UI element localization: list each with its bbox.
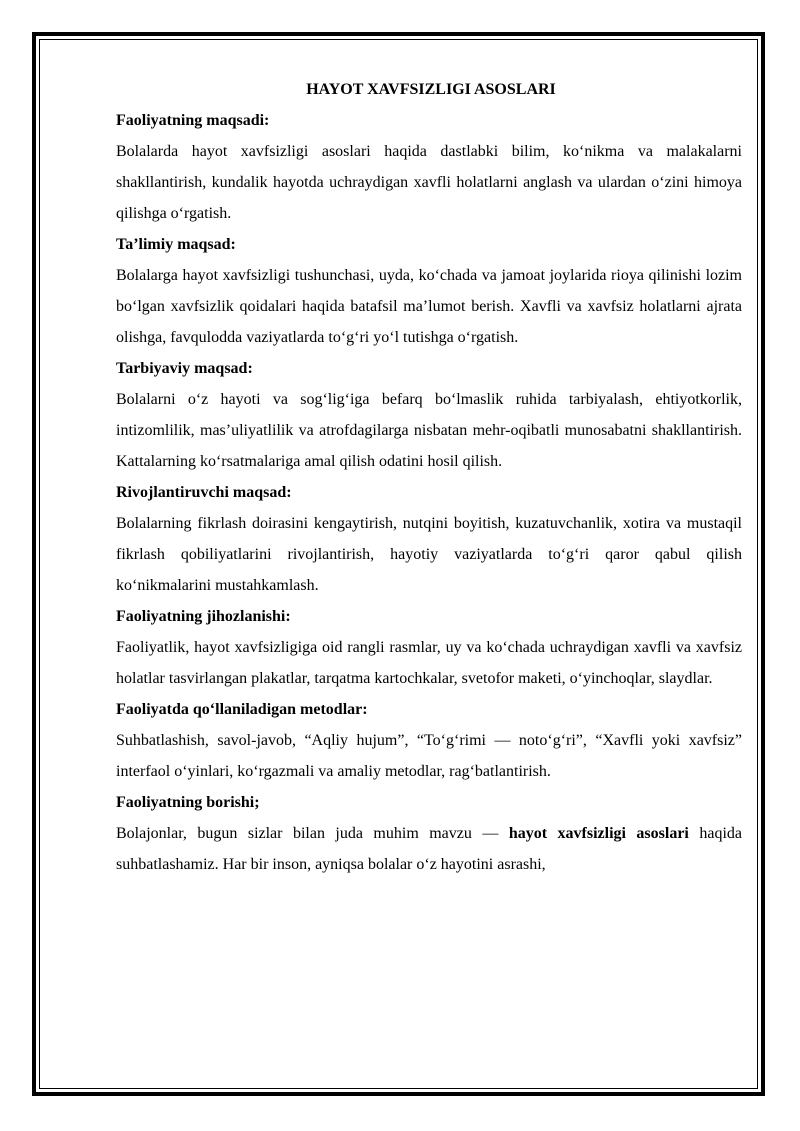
section-heading-methods: Faoliyatda qo‘llaniladigan metodlar:	[116, 701, 368, 718]
section-heading-goal: Faoliyatning maqsadi:	[116, 112, 270, 129]
procedure-text-start: Bolajonlar, bugun sizlar bilan juda muhim mavzu —	[116, 825, 509, 842]
section-heading-procedure: Faoliyatning borishi;	[116, 794, 260, 811]
procedure-text-bold: hayot xavfsizligi asoslari	[508, 825, 689, 842]
section-heading-developmental: Rivojlantiruvchi maqsad:	[116, 484, 292, 501]
section-text-educational: Bolalarga hayot xavfsizligi tushunchasi, uyda, ko‘chada va jamoat joylarida rioya qilinishi lozim bo‘lgan xavfsizlik qoidalari haqida batafsil ma’lumot berish. Xavfli va xavfsiz holatlarni ajrata olishga, favqulodda vaziyatlarda to‘g‘ri yo‘l tutishga o‘rgatish.	[116, 267, 742, 346]
document-body	[116, 74, 742, 880]
section-text-goal: Bolalarda hayot xavfsizligi asoslari haqida dastlabki bilim, ko‘nikma va malakalarni shakllantirish, kundalik hayotda uchraydigan xavfli holatlarni anglash va ulardan o‘zini himoya qilishga o‘rgatish.	[116, 143, 742, 222]
section-heading-upbringing: Tarbiyaviy maqsad:	[116, 360, 253, 377]
section-text-developmental: Bolalarning fikrlash doirasini kengaytirish, nutqini boyitish, kuzatuvchanlik, xotira va mustaqil fikrlash qobiliyatlarini rivojlantirish, hayotiy vaziyatlarda to‘g‘ri qaror qabul qilish ko‘nikmalarini mustahkamlash.	[116, 515, 742, 594]
section-text-equipment: Faoliyatlik, hayot xavfsizligiga oid rangli rasmlar, uy va ko‘chada uchraydigan xavfli va xavfsiz holatlar tasvirlangan plakatlar, tarqatma kartochkalar, svetofor maketi, o‘yinchoqlar, slaydlar.	[116, 639, 742, 687]
section-heading-educational: Ta’limiy maqsad:	[116, 236, 236, 253]
section-heading-equipment: Faoliyatning jihozlanishi:	[116, 608, 291, 625]
section-text-procedure	[116, 818, 742, 880]
document-title: HAYOT XAVFSIZLIGI ASOSLARI	[306, 81, 556, 98]
procedure-text-end: haqida suhbatlashamiz. Har bir inson, ayniqsa bolalar o‘z hayotini asrashi,	[116, 825, 742, 873]
section-text-upbringing: Bolalarni o‘z hayoti va sog‘lig‘iga befarq bo‘lmaslik ruhida tarbiyalash, ehtiyotkorlik, intizomlilik, mas’uliyatlilik va atrofdagilarga nisbatan mehr-oqibatli munosabatni shakllantirish. Kattalarning ko‘rsatmalariga amal qilish odatini hosil qilish.	[116, 391, 742, 470]
section-text-methods: Suhbatlashish, savol-javob, “Aqliy hujum”, “To‘g‘rimi — noto‘g‘ri”, “Xavfli yoki xavfsiz” interfaol o‘yinlari, ko‘rgazmali va amaliy metodlar, rag‘batlantirish.	[116, 732, 742, 780]
